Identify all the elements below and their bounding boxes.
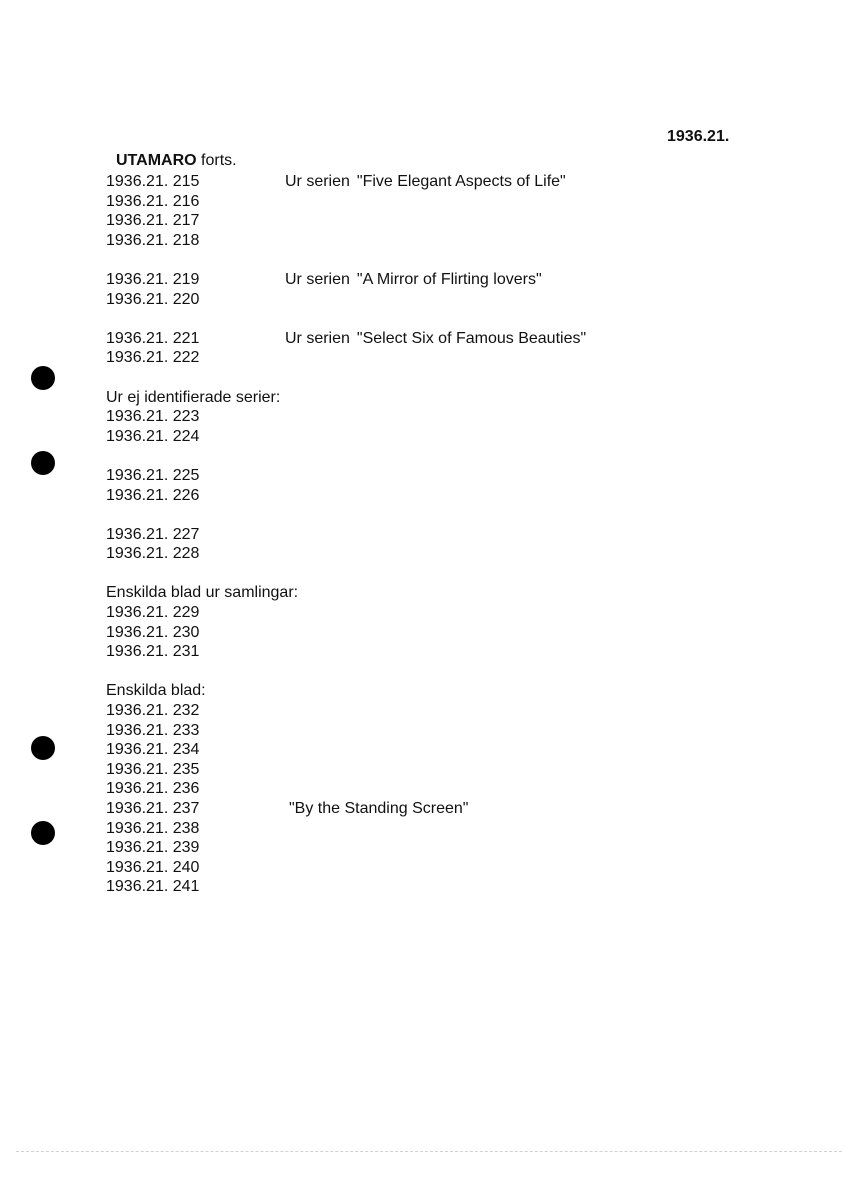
catalog-entry [106,348,806,368]
section-header [116,152,237,170]
scan-artifact-line [16,1151,842,1152]
group-heading: Enskilda blad ur samlingar: [106,584,299,602]
catalog-entry [106,329,806,349]
page-reference: 1936.21. [667,128,730,145]
catalog-entry [106,701,806,721]
spacer [106,250,806,270]
catalog-number: 1936.21. 230 [106,623,200,641]
catalog-entry [106,858,806,878]
series-title: "Select Six of Famous Beauties" [356,329,587,347]
catalog-number: 1936.21. 239 [106,839,200,857]
punch-hole-icon [31,366,55,390]
catalog-number: 1936.21. 222 [106,349,200,367]
catalog-entry [106,466,806,486]
catalog-entry [106,270,806,290]
catalog-number: 1936.21. 241 [106,878,200,896]
catalog-entry [106,799,806,819]
catalog-entry [106,721,806,741]
catalog-entry [106,211,806,231]
catalog-entry [106,603,806,623]
catalog-number: 1936.21. 240 [106,858,200,876]
catalog-number: 1936.21. 234 [106,741,200,759]
catalog-entry [106,838,806,858]
punch-hole-icon [31,736,55,760]
catalog-entry [106,740,806,760]
catalog-number: 1936.21. 231 [106,643,200,661]
catalog-entry [106,877,806,897]
series-note [285,329,586,349]
catalog-entry [106,779,806,799]
punch-hole-icon [31,451,55,475]
catalog-number: 1936.21. 233 [106,721,200,739]
punch-hole-icon [31,821,55,845]
spacer [106,368,806,388]
catalog-entry [106,623,806,643]
catalog-number: 1936.21. 221 [106,329,200,347]
catalog-entry [106,231,806,251]
catalog-entry [106,427,806,447]
series-label: Ur serien [285,173,350,190]
artist-name: UTAMARO [116,152,197,169]
spacer [106,309,806,329]
header-suffix: forts. [201,152,237,169]
series-label: Ur serien [285,329,350,347]
spacer [106,505,806,525]
series-note [285,270,542,290]
catalog-entry [106,172,806,192]
catalog-number: 1936.21. 237 [106,800,200,817]
catalog-number: 1936.21. 227 [106,525,200,543]
catalog-number: 1936.21. 229 [106,604,200,622]
series-title: "A Mirror of Flirting lovers" [356,270,542,288]
catalog-number: 1936.21. 225 [106,466,200,484]
spacer [106,446,806,466]
catalog-entry [106,486,806,506]
catalog-entry [106,819,806,839]
catalog-entry [106,192,806,212]
catalog-number: 1936.21. 215 [106,173,200,190]
series-title: "By the Standing Screen" [289,800,469,817]
catalog-entry [106,407,806,427]
catalog-entry [106,760,806,780]
catalog-number: 1936.21. 220 [106,290,200,308]
catalog-entry [106,290,806,310]
catalog-entry [106,642,806,662]
catalog-number: 1936.21. 217 [106,212,200,230]
catalog-number: 1936.21. 235 [106,760,200,778]
series-note [289,799,468,819]
catalog-number: 1936.21. 232 [106,702,200,720]
catalog-entry [106,544,806,564]
spacer [106,662,806,682]
catalog-number: 1936.21. 223 [106,408,200,426]
catalog-number: 1936.21. 218 [106,231,200,249]
catalog-number: 1936.21. 216 [106,192,200,210]
series-label: Ur serien [285,270,350,288]
catalog-list [106,172,806,897]
catalog-number: 1936.21. 219 [106,270,200,288]
spacer [106,564,806,584]
group-heading: Ur ej identifierade serier: [106,388,281,406]
catalog-number: 1936.21. 236 [106,780,200,798]
catalog-entry [106,525,806,545]
series-note [285,172,566,192]
catalog-number: 1936.21. 228 [106,545,200,563]
group-heading: Enskilda blad: [106,682,206,700]
series-title: "Five Elegant Aspects of Life" [356,173,566,190]
catalog-number: 1936.21. 238 [106,819,200,837]
catalog-number: 1936.21. 226 [106,486,200,504]
catalog-number: 1936.21. 224 [106,427,200,445]
